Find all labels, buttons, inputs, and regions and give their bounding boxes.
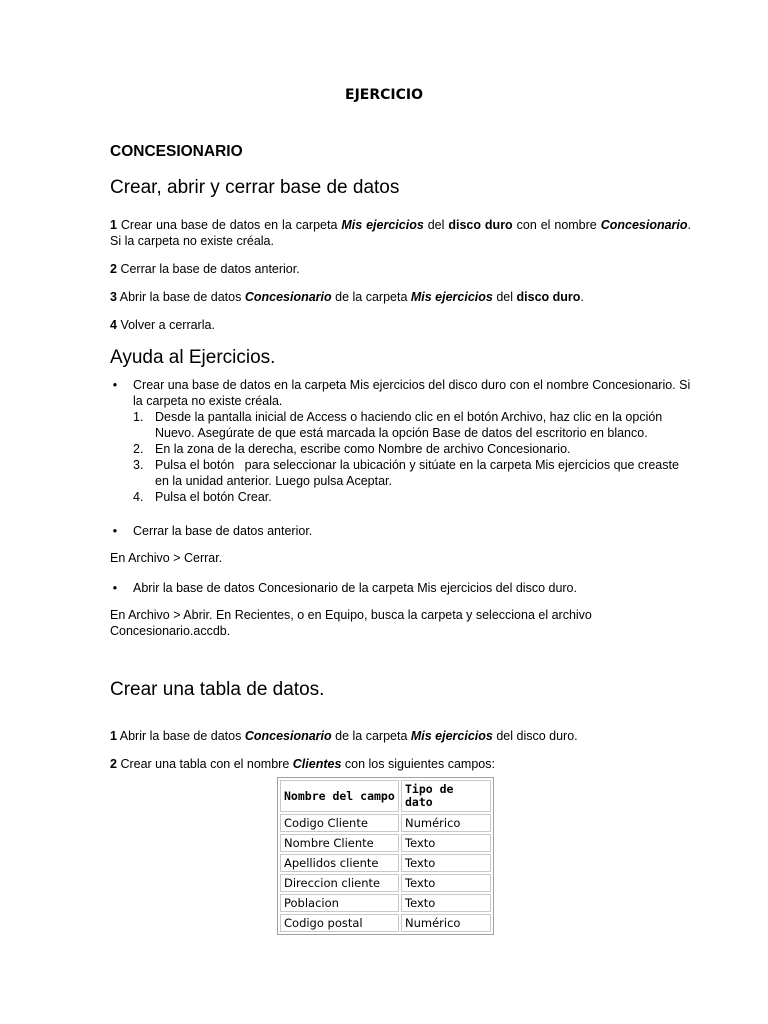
help-bullet-3: • Abrir la base de datos Concesionario de la carpeta Mis ejercicios del disco duro. [110,580,710,596]
help-bullet-1: • Crear una base de datos en la carpeta Mis ejercicios del disco duro con el nombre Concesionario. Si la carpeta no existe créala. [110,377,710,411]
instruction-2: 2 Cerrar la base de datos anterior. [110,262,300,276]
help-step-1: 1. Desde la pantalla inicial de Access o haciendo clic en el botón Archivo, haz clic en la opción Nuevo. Asegúrate de que está marcada la opción Base de datos del escritorio en blanco. [133,410,663,440]
section-heading-create-table: Crear una tabla de datos. [110,679,325,700]
data-type-cell: Texto [401,834,491,852]
field-name-cell: Apellidos cliente [280,854,399,872]
instruction-number: 3 [110,290,117,304]
data-type-cell: Numérico [401,914,491,932]
field-name-cell: Codigo Cliente [280,814,399,832]
instruction-number: 2 [110,262,117,276]
fields-table [277,777,494,935]
bullet-icon: • [112,581,118,595]
data-type-cell: Texto [401,854,491,872]
table-row [280,814,491,832]
document-subtitle: CONCESIONARIO [110,143,243,160]
instruction-number: 1 [110,729,117,743]
data-type-cell: Texto [401,874,491,892]
field-name-cell: Direccion cliente [280,874,399,892]
column-header-data-type: Tipo de dato [401,780,491,812]
help-paragraph-open: En Archivo > Abrir. En Recientes, o en Equipo, busca la carpeta y selecciona el archivo Concesionario.accdb. [110,608,592,638]
table-row [280,874,491,892]
help-bullet-2: • Cerrar la base de datos anterior. [110,523,710,539]
instruction-4: 4 Volver a cerrarla. [110,318,215,332]
bullet-icon: • [112,378,118,392]
section-heading-help: Ayuda al Ejercicios. [110,347,276,368]
table-instruction-1: 1 Abrir la base de datos Concesionario de la carpeta Mis ejercicios del disco duro. [110,729,578,743]
table-header-row [280,780,491,812]
data-type-cell: Numérico [401,814,491,832]
instruction-3: 3 Abrir la base de datos Concesionario de la carpeta Mis ejercicios del disco duro. [110,290,584,304]
help-step-4: 4. Pulsa el botón Crear. [133,490,272,504]
table-row [280,834,491,852]
table-instruction-2: 2 Crear una tabla con el nombre Clientes con los siguientes campos: [110,757,495,771]
help-paragraph-close: En Archivo > Cerrar. [110,551,223,565]
instruction-number: 2 [110,757,117,771]
help-step-3: 3. Pulsa el botón para seleccionar la ubicación y sitúate en la carpeta Mis ejercicios que creaste en la unidad anterior. Luego pulsa Aceptar. [133,458,683,488]
field-name-cell: Codigo postal [280,914,399,932]
section-heading-create-open-close: Crear, abrir y cerrar base de datos [110,177,400,198]
help-step-2: 2. En la zona de la derecha, escribe como Nombre de archivo Concesionario. [133,442,571,456]
column-header-field-name: Nombre del campo [280,780,399,812]
field-name-cell: Poblacion [280,894,399,912]
instruction-number: 4 [110,318,117,332]
table-row [280,914,491,932]
field-name-cell: Nombre Cliente [280,834,399,852]
document-title: EJERCICIO [345,87,423,103]
instruction-1: 1 Crear una base de datos en la carpeta Mis ejercicios del disco duro con el nombre Concesionario. Si la carpeta no existe créala. [110,218,691,248]
table-row [280,894,491,912]
bullet-icon: • [112,524,118,538]
instruction-number: 1 [110,218,117,232]
data-type-cell: Texto [401,894,491,912]
table-row [280,854,491,872]
